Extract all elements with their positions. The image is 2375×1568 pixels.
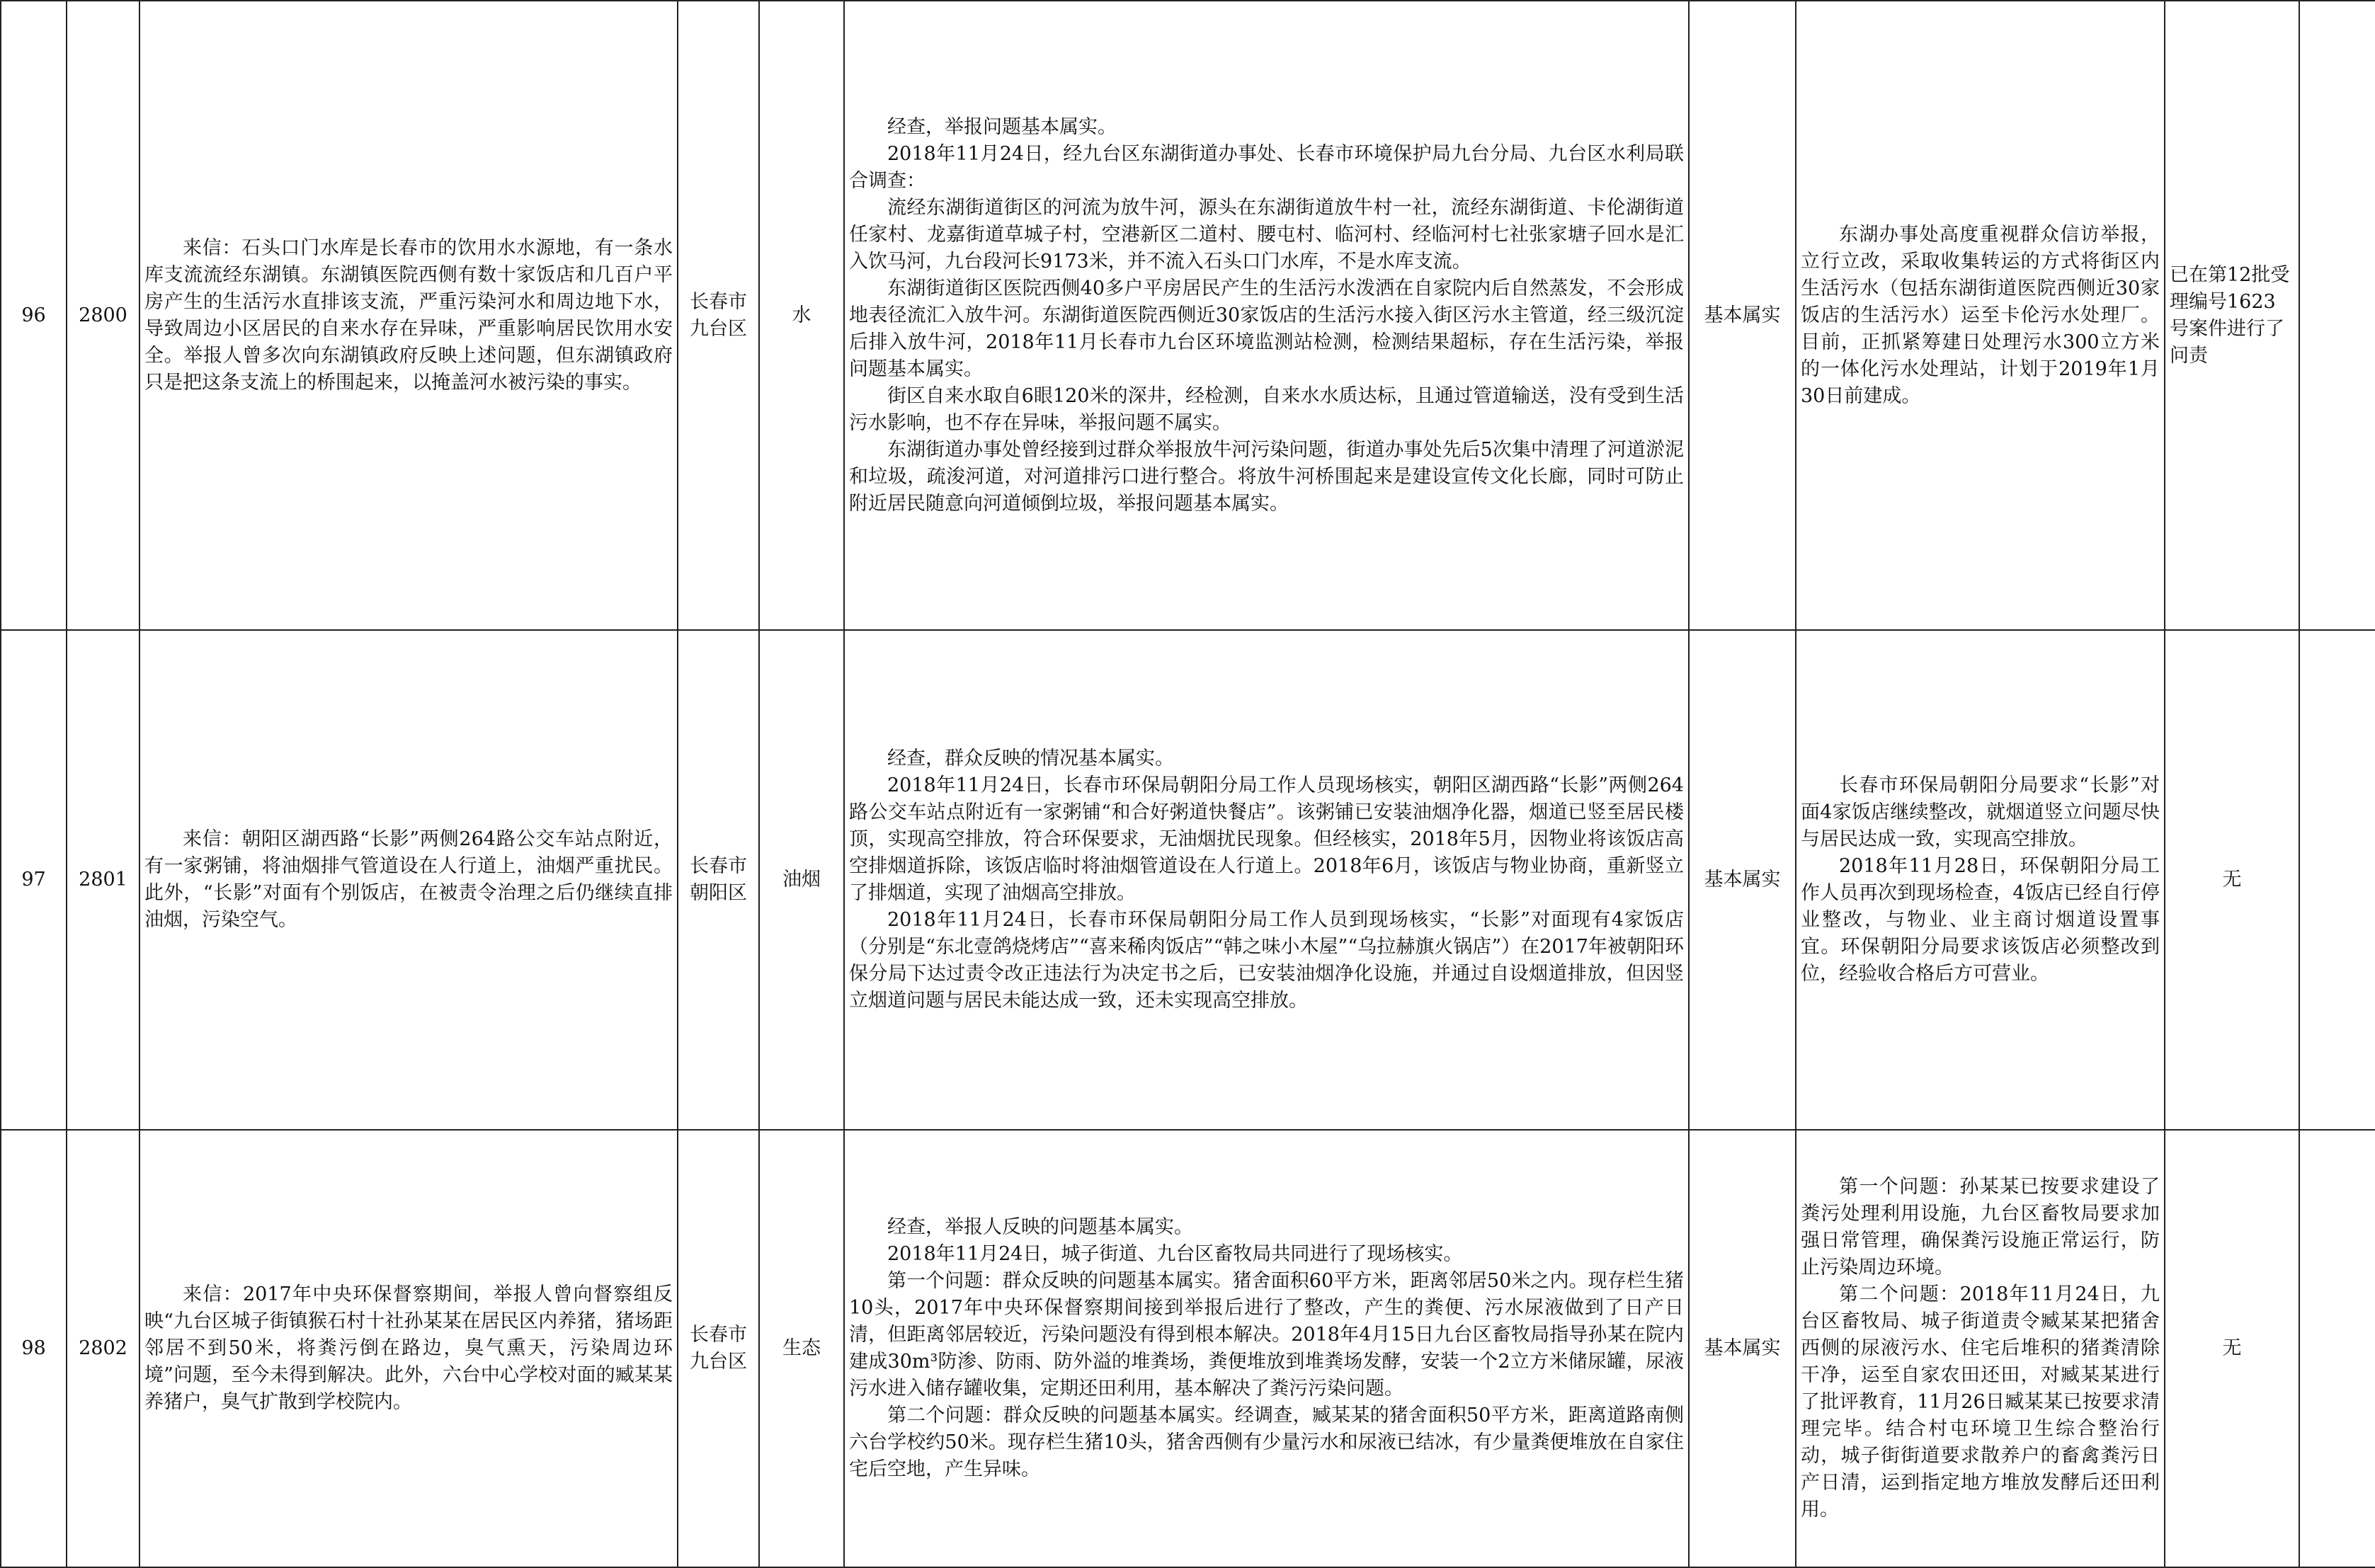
findings-cell (844, 1, 1689, 630)
handling-paragraph: 第一个问题：孙某某已按要求建设了粪污处理利用设施，九台区畜牧局要求加强日常管理，确保粪污设施正常运行，防止污染周边环境。 (1801, 1176, 2160, 1278)
accountability-text: 已在第12批受理编号1623号案件进行了问责 (2170, 263, 2290, 367)
region-cell: 长春市九台区 (678, 1130, 759, 1567)
verdict-cell: 基本属实 (1689, 630, 1796, 1130)
findings-paragraph: 2018年11月24日，长春市环保局朝阳分局工作人员现场核实，朝阳区湖西路“长影”两侧264路公交车站点附近有一家粥铺“和合好粥道快餐店”。该粥铺已安装油烟净化器，烟道已竖至居民楼顶，实现高空排放，符合环保要求，无油烟扰民现象。但经核实，2018年5月，因物业将该饭店高空排烟道拆除，该饭店临时将油烟管道设在人行道上。2018年6月，该饭店与物业协商，重新竖立了排烟道，实现了油烟高空排放。 (849, 774, 1684, 904)
handling-paragraph: 第二个问题：2018年11月24日，九台区畜牧局、城子街道责令臧某某把猪舍西侧的尿液污水、住宅后堆积的猪粪清除干净，运至自家农田还田，对臧某某进行了批评教育，11月26日臧某某已按要求清理完毕。结合村屯环境卫生综合整治行动，城子街街道要求散养户的畜禽粪污日产日清，运到指定地方堆放发酵后还田利用。 (1801, 1283, 2160, 1521)
handling-paragraph: 2018年11月28日，环保朝阳分局工作人员再次到现场检查，4饭店已经自行停业整改，与物业、业主商讨烟道设置事宜。环保朝阳分局要求该饭店必须整改到位，经验收合格后方可营业。 (1801, 855, 2160, 985)
findings-paragraph: 街区自来水取自6眼120米的深井，经检测，自来水水质达标，且通过管道输送，没有受到生活污水影响，也不存在异味，举报问题不属实。 (849, 384, 1684, 434)
type-cell: 生态 (759, 1130, 844, 1567)
accountability-cell: 无 (2165, 1130, 2299, 1567)
findings-cell (844, 1130, 1689, 1567)
region-cell: 长春市九台区 (678, 1, 759, 630)
code-cell: 2800 (67, 1, 139, 630)
findings-paragraph: 流经东湖街道街区的河流为放牛河，源头在东湖街道放牛村一社，流经东湖街道、卡伦湖街道任家村、龙嘉街道草城子村，空港新区二道村、腰屯村、临河村、经临河村七社张家塘子回水是汇入饮马河，九台段河长9173米，并不流入石头口门水库，不是水库支流。 (849, 196, 1684, 273)
findings-paragraph: 2018年11月24日，长春市环保局朝阳分局工作人员到现场核实，“长影”对面现有4家饭店（分别是“东北壹鸽烧烤店”“喜来稀肉饭店”“韩之味小木屋”“乌拉赫旗火锅店”）在2017年被朝阳环保分局下达过责令改正违法行为决定书之后，已安装油烟净化设施，并通过自设烟道排放，但因竖立烟道问题与居民未能达成一致，还未实现高空排放。 (849, 909, 1684, 1012)
findings-paragraph: 第一个问题：群众反映的问题基本属实。猪舍面积60平方米，距离邻居50米之内。现存栏生猪10头，2017年中央环保督察期间接到举报后进行了整改，产生的粪便、污水尿液做到了日产日清，但距离邻居较近，污染问题没有得到根本解决。2018年4月15日九台区畜牧局指导孙某在院内建成30m³防渗、防雨、防外溢的堆粪场，粪便堆放到堆粪场发酵，安装一个2立方米储尿罐，尿液污水进入储存罐收集，定期还田利用，基本解决了粪污污染问题。 (849, 1270, 1684, 1400)
empty-cell (2299, 1, 2375, 630)
empty-cell (2299, 1130, 2375, 1567)
findings-paragraph: 经查，举报问题基本属实。 (887, 115, 1117, 138)
complaint-cell (139, 1, 678, 630)
findings-paragraph: 经查，举报人反映的问题基本属实。 (887, 1216, 1193, 1238)
type-cell: 水 (759, 1, 844, 630)
table-row (1, 1, 2375, 630)
code-cell: 2801 (67, 630, 139, 1130)
empty-cell (2299, 630, 2375, 1130)
complaint-text: 来信：朝阳区湖西路“长影”两侧264路公交车站点附近，有一家粥铺，将油烟排气管道设在人行道上，油烟严重扰民。此外，“长影”对面有个别饭店，在被责令治理之后仍继续直排油烟，污染空气。 (144, 828, 673, 931)
complaint-text: 来信：石头口门水库是长春市的饮用水水源地，有一条水库支流流经东湖镇。东湖镇医院西侧有数十家饭店和几百户平房产生的生活污水直排该支流，严重污染河水和周边地下水，导致周边小区居民的自来水存在异味，严重影响居民饮用水安全。举报人曾多次向东湖镇政府反映上述问题，但东湖镇政府只是把这条支流上的桥围起来，以掩盖河水被污染的事实。 (144, 236, 673, 394)
complaint-cell (139, 630, 678, 1130)
findings-cell (844, 630, 1689, 1130)
table-row (1, 1130, 2375, 1567)
complaint-cell (139, 1130, 678, 1567)
handling-paragraph: 长春市环保局朝阳分局要求“长影”对面4家饭店继续整改，就烟道竖立问题尽快与居民达成一致，实现高空排放。 (1801, 774, 2160, 850)
findings-paragraph: 经查，群众反映的情况基本属实。 (887, 748, 1174, 769)
accountability-cell (2165, 1, 2299, 630)
verdict-cell: 基本属实 (1689, 1130, 1796, 1567)
findings-paragraph: 东湖街道办事处曾经接到过群众举报放牛河污染问题，街道办事处先后5次集中清理了河道淤泥和垃圾，疏浚河道，对河道排污口进行整合。将放牛河桥围起来是建设宣传文化长廊，同时可防止附近居民随意向河道倾倒垃圾，举报问题基本属实。 (849, 438, 1684, 515)
handling-cell (1796, 1, 2165, 630)
seq-cell: 96 (1, 1, 67, 630)
verdict-cell: 基本属实 (1689, 1, 1796, 630)
findings-paragraph: 第二个问题：群众反映的问题基本属实。经调查，臧某某的猪舍面积50平方米，距离道路南侧六台学校约50米。现存栏生猪10头，猪舍西侧有少量污水和尿液已结冰，有少量粪便堆放在自家住宅后空地，产生异味。 (849, 1404, 1684, 1480)
findings-paragraph: 2018年11月24日，城子街道、九台区畜牧局共同进行了现场核实。 (887, 1243, 1463, 1265)
code-cell: 2802 (67, 1130, 139, 1567)
findings-paragraph: 东湖街道街区医院西侧40多户平房居民产生的生活污水泼洒在自家院内后自然蒸发，不会形成地表径流汇入放牛河。东湖街道医院西侧近30家饭店的生活污水接入街区污水主管道，经三级沉淀后排入放牛河，2018年11月长春市九台区环境监测站检测，检测结果超标，存在生活污染，举报问题基本属实。 (849, 277, 1684, 380)
handling-cell (1796, 1130, 2165, 1567)
findings-paragraph: 2018年11月24日，经九台区东湖街道办事处、长春市环境保护局九台分局、九台区水利局联合调查： (849, 142, 1684, 192)
region-cell: 长春市朝阳区 (678, 630, 759, 1130)
seq-cell: 98 (1, 1130, 67, 1567)
accountability-cell: 无 (2165, 630, 2299, 1130)
handling-paragraph: 东湖办事处高度重视群众信访举报，立行立改，采取收集转运的方式将街区内生活污水（包括东湖街道医院西侧近30家饭店的生活污水）运至卡伦污水处理厂。目前，正抓紧筹建日处理污水300立方米的一体化污水处理站，计划于2019年1月30日前建成。 (1801, 223, 2160, 407)
type-cell: 油烟 (759, 630, 844, 1130)
table-row (1, 630, 2375, 1130)
seq-cell: 97 (1, 630, 67, 1130)
complaint-text: 来信：2017年中央环保督察期间，举报人曾向督察组反映“九台区城子街镇猴石村十社孙某某在居民区内养猪，猪场距邻居不到50米，将粪污倒在路边，臭气熏天，污染周边环境”问题，至今未得到解决。此外，六台中心学校对面的臧某某养猪户，臭气扩散到学校院内。 (144, 1283, 673, 1413)
handling-cell (1796, 630, 2165, 1130)
